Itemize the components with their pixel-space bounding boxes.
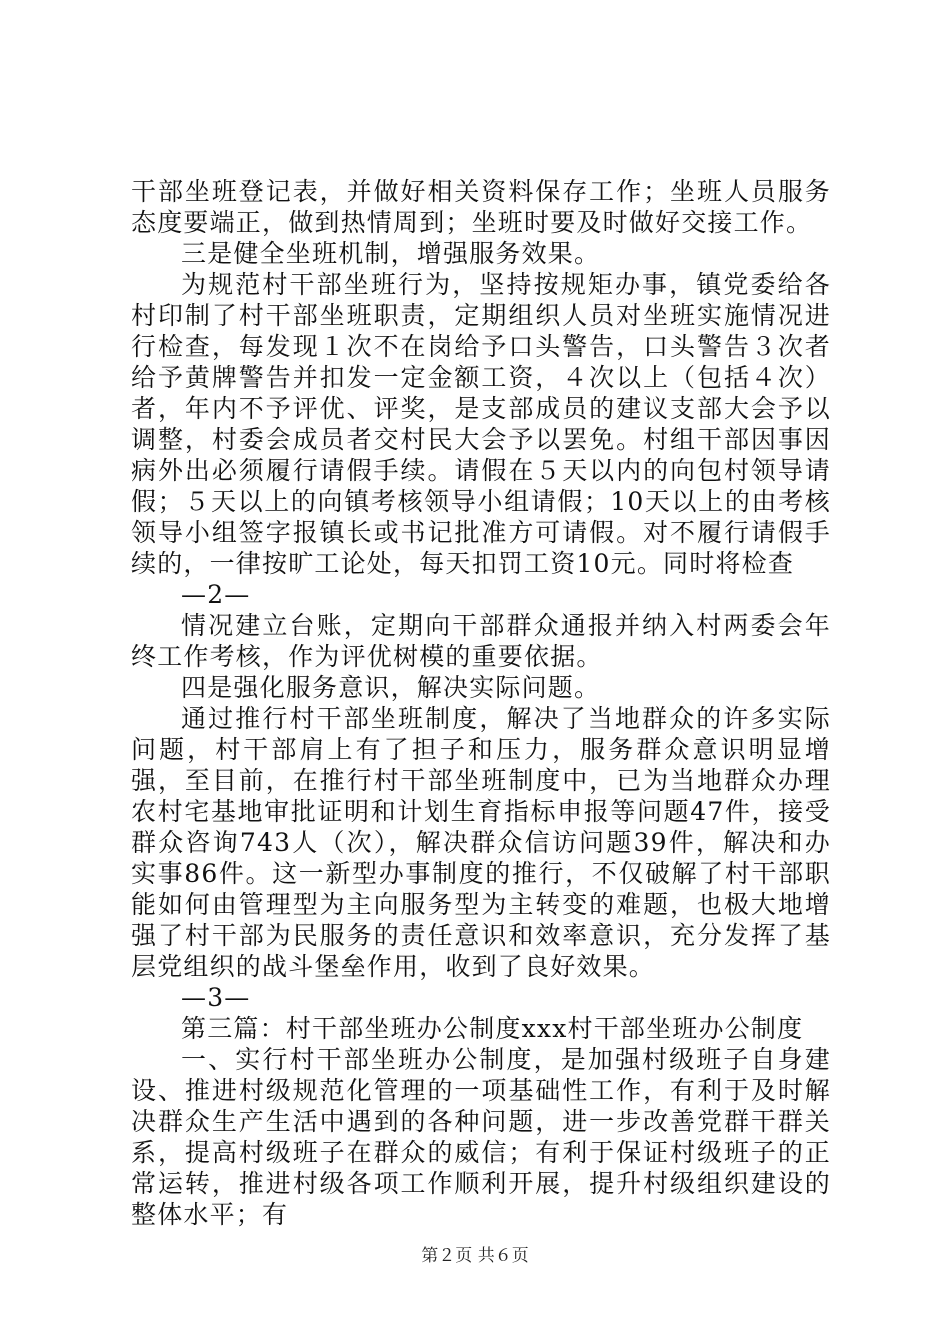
chapter-title: 第三篇：村干部坐班办公制度xxx村干部坐班办公制度: [181, 1014, 804, 1043]
page-number-marker-2: —2—: [181, 580, 251, 609]
paragraph-2: 为规范村干部坐班行为，坚持按规矩办事，镇党委给各村印制了村干部坐班职责，定期组织人员对坐班实施情况进行检查，每发现１次不在岗给予口头警告，口头警告３次者给予黄牌警告并扣发一定金额工资，４次以上（包括４次）者，年内不予评优、评奖，是支部成员的建议支部大会予以调整，村委会成员者交村民大会予以罢免。村组干部因事因病外出必须履行请假手续。请假在５天以内的向包村领导请假；５天以上的向镇考核领导小组请假；10天以上的由考核领导小组签字报镇长或书记批准方可请假。对不履行请假手续的，一律按旷工论处，每天扣罚工资10元。同时将检查: [131, 270, 831, 578]
paragraph-3: 情况建立台账，定期向干部群众通报并纳入村两委会年终工作考核，作为评优树模的重要依据。: [131, 611, 831, 671]
section-heading-4: 四是强化服务意识，解决实际问题。: [181, 673, 601, 702]
page-footer: 第２页 共６页: [421, 1246, 529, 1266]
section-heading-3: 三是健全坐班机制，增强服务效果。: [181, 239, 601, 268]
paragraph-5: 一、实行村干部坐班办公制度，是加强村级班子自身建设、推进村级规范化管理的一项基础性工作，有利于及时解决群众生产生活中遇到的各种问题，进一步改善党群干群关系，提高村级班子在群众的威信；有利于保证村级班子的正常运转，推进村级各项工作顺利开展，提升村级组织建设的整体水平；有: [131, 1045, 831, 1229]
page-number-marker-3: —3—: [181, 983, 251, 1012]
document-body: [131, 176, 831, 1230]
paragraph-1: 干部坐班登记表，并做好相关资料保存工作；坐班人员服务态度要端正，做到热情周到；坐班时要及时做好交接工作。: [131, 177, 831, 237]
paragraph-4: 通过推行村干部坐班制度，解决了当地群众的许多实际问题，村干部肩上有了担子和压力，服务群众意识明显增强，至目前，在推行村干部坐班制度中，已为当地群众办理农村宅基地审批证明和计划生育指标申报等问题47件，接受群众咨询743人（次），解决群众信访问题39件，解决和办实事86件。这一新型办事制度的推行，不仅破解了村干部职能如何由管理型为主向服务型为主转变的难题，也极大地增强了村干部为民服务的责任意识和效率意识，充分发挥了基层党组织的战斗堡垒作用，收到了良好效果。: [131, 704, 831, 981]
